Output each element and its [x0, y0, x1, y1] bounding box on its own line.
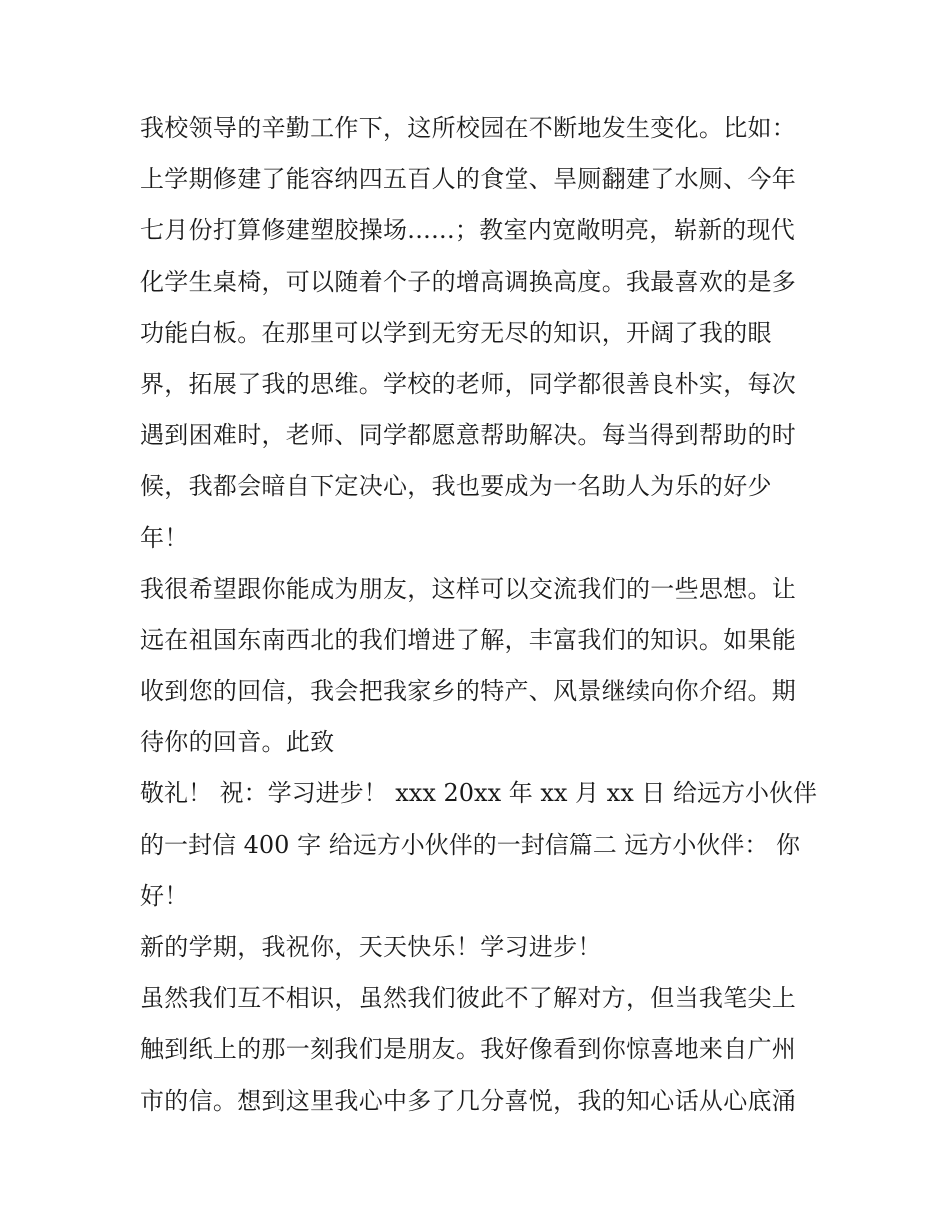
text-line: 候，我都会暗自下定决心，我也要成为一名助人为乐的好少: [140, 472, 772, 501]
text-line: 远在祖国东南西北的我们增进了解，丰富我们的知识。如果能: [140, 625, 797, 654]
text-line: 我很希望跟你能成为朋友，这样可以交流我们的一些思想。让: [140, 574, 797, 603]
text-line: 的一封信 400 字 给远方小伙伴的一封信篇二 远方小伙伴： 你: [140, 830, 800, 859]
text-line: 我校领导的辛勤工作下，这所校园在不断地发生变化。比如：: [140, 114, 797, 142]
text-line: 市的信。想到这里我心中多了几分喜悦，我的知心话从心底涌: [140, 1086, 797, 1115]
text-line: 新的学期，我祝你，天天快乐！学习进步！: [140, 933, 602, 961]
text-line: 遇到困难时，老师、同学都愿意帮助解决。每当得到帮助的时: [140, 421, 797, 450]
text-line: 界，拓展了我的思维。学校的老师，同学都很善良朴实，每次: [140, 369, 797, 398]
letter-body: [140, 103, 820, 1127]
text-line: 敬礼！ 祝：学习进步！ xxx 20xx 年 xx 月 xx 日 给远方小伙伴: [140, 779, 818, 808]
text-line: 好！: [140, 881, 189, 910]
text-line: 虽然我们互不相识，虽然我们彼此不了解对方，但当我笔尖上: [140, 984, 797, 1013]
text-line: 收到您的回信，我会把我家乡的特产、风景继续向你介绍。期: [140, 677, 797, 706]
text-line: 化学生桌椅，可以随着个子的增高调换高度。我最喜欢的是多: [140, 267, 797, 296]
text-line: 待你的回音。此致: [140, 728, 335, 757]
text-line: 七月份打算修建塑胶操场......；教室内宽敞明亮，崭新的现代: [140, 216, 796, 245]
text-line: 上学期修建了能容纳四五百人的食堂、旱厕翻建了水厕、今年: [140, 165, 797, 194]
text-line: 年！: [140, 523, 189, 552]
text-line: 功能白板。在那里可以学到无穷无尽的知识，开阔了我的眼: [140, 318, 772, 347]
text-line: 触到纸上的那一刻我们是朋友。我好像看到你惊喜地来自广州: [140, 1035, 797, 1064]
